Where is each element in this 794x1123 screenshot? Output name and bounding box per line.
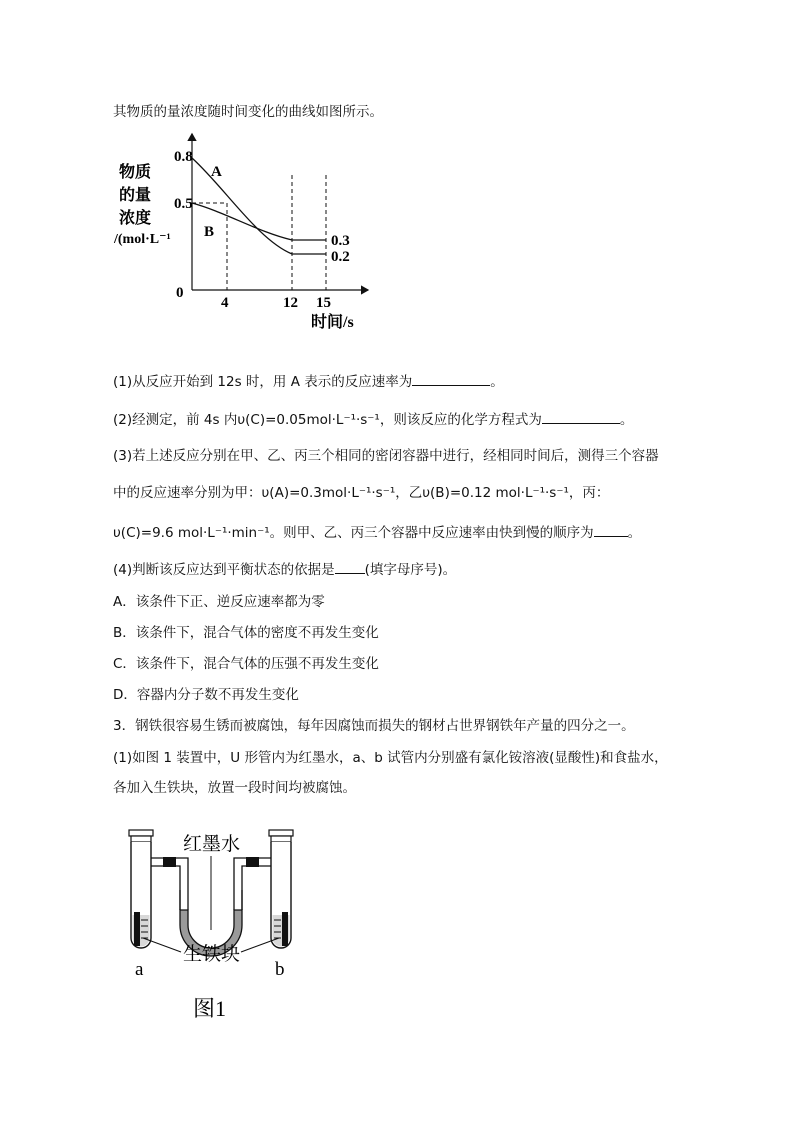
iron-block-b [282, 912, 288, 946]
answer-blank-4[interactable] [335, 561, 365, 574]
x-tick-15: 15 [316, 295, 331, 311]
question-2 [113, 411, 633, 429]
problem-3-part-1-line-2: 各加入生铁块，放置一段时间均被腐蚀。 [113, 780, 356, 796]
series-B-label: B [204, 224, 215, 240]
y-tick-0.8: 0.8 [174, 149, 193, 165]
question-4 [113, 561, 456, 579]
question-2-end: 。 [619, 412, 634, 428]
option-d: D．容器内分子数不再发生变化 [113, 687, 299, 703]
option-a: A．该条件下正、逆反应速率都为零 [113, 594, 325, 610]
ylabel-line-1: 物质 [119, 164, 152, 181]
figure-1-u-tube-apparatus [113, 820, 333, 1052]
option-c: C．该条件下，混合气体的压强不再发生变化 [113, 656, 379, 672]
question-1-end: 。 [490, 374, 504, 390]
concentration-time-chart [113, 130, 393, 335]
question-4-end: (填字母序号)。 [364, 562, 457, 578]
answer-blank-3[interactable] [594, 524, 628, 537]
question-3-line-1: (3)若上述反应分别在甲、乙、丙三个相同的密闭容器中进行，经相同时间后，测得三个容器 [113, 448, 659, 464]
question-3-line-3 [113, 524, 641, 542]
question-1 [113, 373, 504, 391]
label-a: a [135, 959, 144, 980]
problem-3-part-1-line-1: (1)如图 1 装置中，U 形管内为红墨水，a、b 试管内分别盛有氯化铵溶液(显酸性)和食盐水， [113, 750, 668, 766]
ylabel-line-3: 浓度 [119, 210, 152, 227]
label-iron-block: 生铁块 [183, 944, 241, 965]
end-label-0.3: 0.3 [331, 233, 350, 249]
question-2-text: (2)经测定，前 4s 内υ(C)=0.05mol·L⁻¹·s⁻¹，则该反应的化学方程式为 [113, 412, 542, 428]
intro-text: 其物质的量浓度随时间变化的曲线如图所示。 [113, 104, 383, 120]
x-axis-label: 时间/s [311, 314, 354, 331]
test-tube-a [129, 830, 153, 948]
x-tick-12: 12 [283, 295, 298, 311]
option-b: B．该条件下，混合气体的密度不再发生变化 [113, 625, 379, 641]
test-tube-b [269, 830, 293, 948]
question-1-text: (1)从反应开始到 12s 时，用 A 表示的反应速率为 [113, 374, 413, 390]
y-tick-0.5: 0.5 [174, 196, 193, 212]
question-3-end: 。 [627, 525, 642, 541]
problem-3-intro: 3．钢铁很容易生锈而被腐蚀，每年因腐蚀而损失的钢材占世界钢铁年产量的四分之一。 [113, 718, 635, 734]
question-3-line-2: 中的反应速率分别为甲：υ(A)=0.3mol·L⁻¹·s⁻¹，乙υ(B)=0.12 mol·L⁻¹·s⁻¹，丙： [113, 485, 610, 501]
end-label-0.2: 0.2 [331, 249, 350, 265]
answer-blank-1[interactable] [412, 373, 490, 386]
stopper-right [246, 857, 259, 867]
question-4-text: (4)判断该反应达到平衡状态的依据是 [113, 562, 335, 578]
ylabel-line-4: /(mol·L⁻¹ [114, 232, 171, 247]
series-A-label: A [211, 164, 222, 180]
ylabel-line-2: 的量 [119, 187, 152, 204]
iron-block-a [134, 912, 140, 946]
label-b: b [275, 959, 285, 980]
figure-caption: 图1 [193, 996, 227, 1021]
answer-blank-2[interactable] [542, 411, 620, 424]
stopper-left [163, 857, 176, 867]
label-red-ink: 红墨水 [183, 834, 241, 855]
x-tick-4: 4 [221, 295, 229, 311]
y-tick-0: 0 [176, 285, 184, 301]
question-3-text: υ(C)=9.6 mol·L⁻¹·min⁻¹。则甲、乙、丙三个容器中反应速率由快到慢的顺序为 [113, 525, 594, 541]
